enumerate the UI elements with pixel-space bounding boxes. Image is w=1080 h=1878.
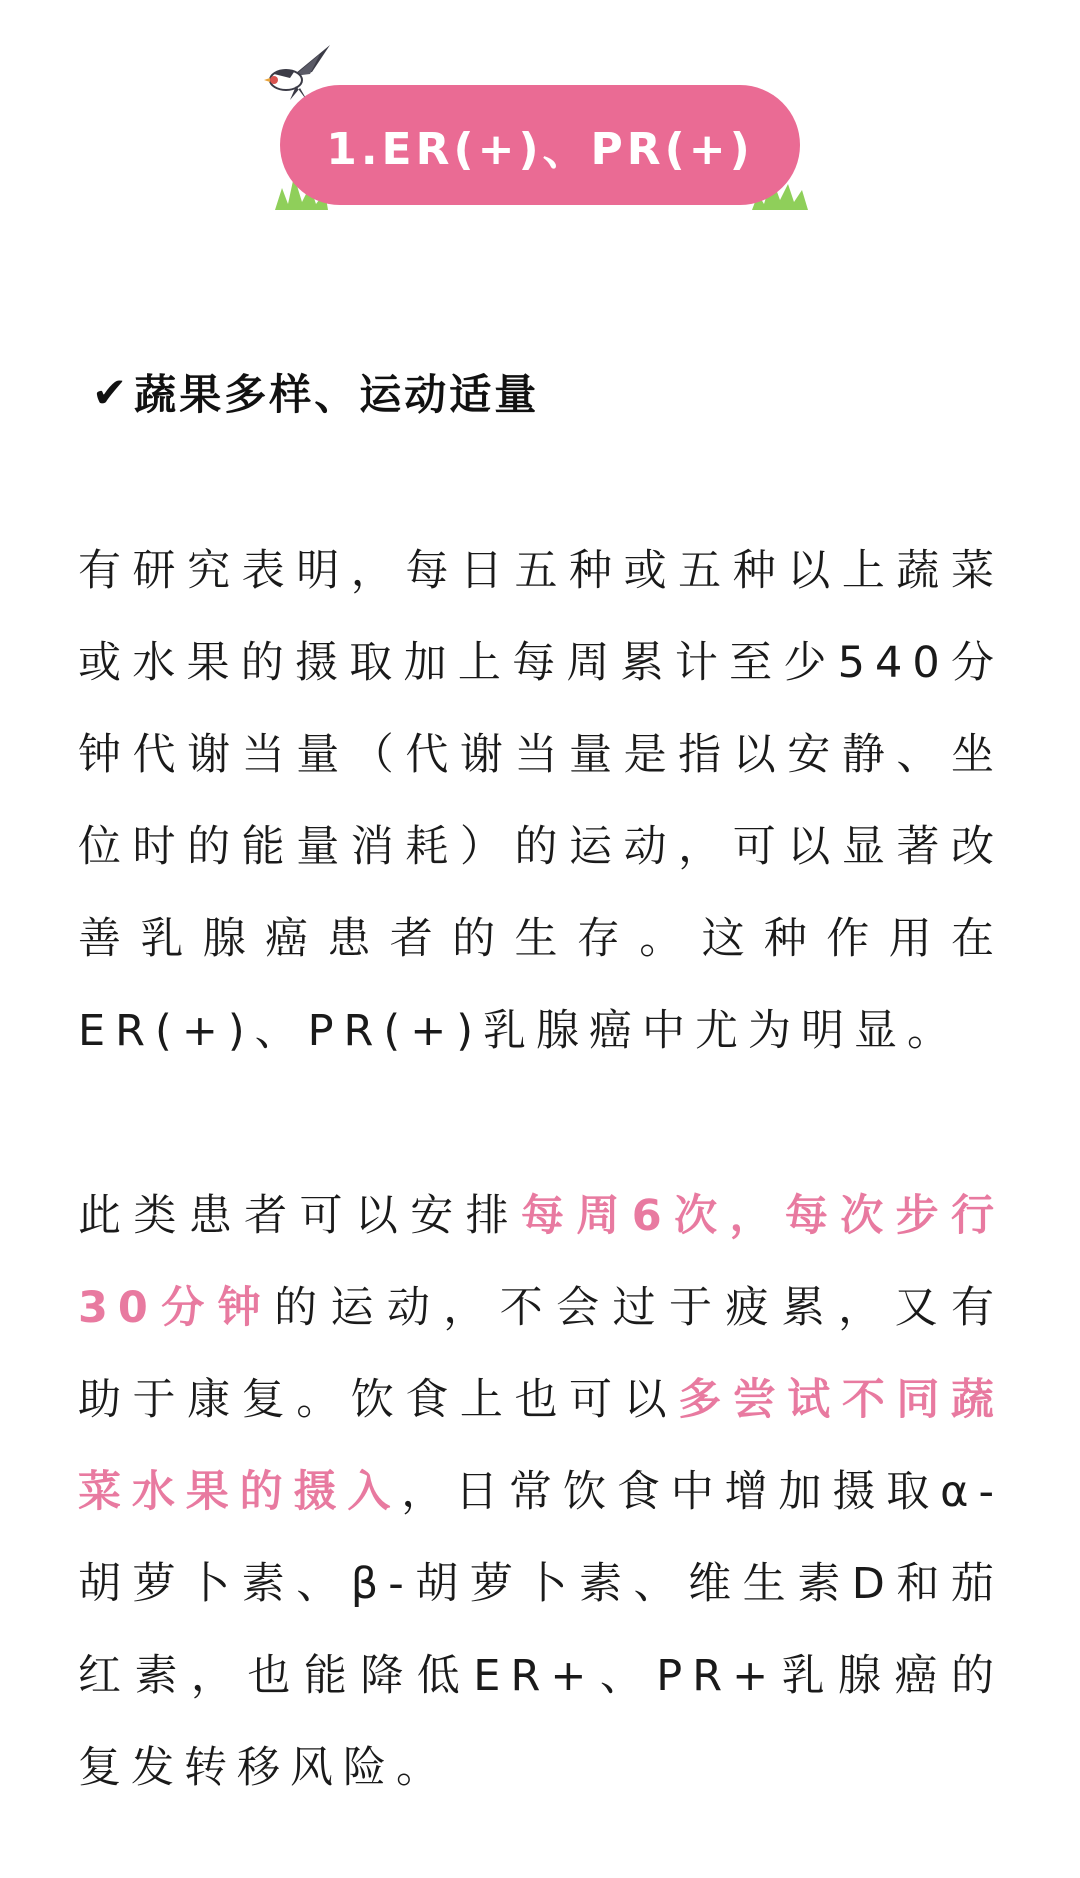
advice-text-1: 此类患者可以安排 xyxy=(78,1191,522,1241)
highlight-exercise: 每周6次，每次步行30分钟 xyxy=(78,1191,1005,1333)
subheading xyxy=(92,362,539,422)
highlight-diet: 多尝试不同蔬菜水果的摄入 xyxy=(78,1375,1004,1517)
subheading-text: 蔬果多样、运动适量 xyxy=(134,370,540,419)
section-header xyxy=(260,40,820,220)
advice-text-3: ，日常饮食中增加摄取α-胡萝卜素、β-胡萝卜素、维生素D和茄红素，也能降低ER+、PR+乳腺癌的复发转移风险。 xyxy=(78,1467,1004,1793)
advice-text-2: 的运动，不会过于疲累，又有助于康复。饮食上也可以 xyxy=(78,1283,1005,1425)
title-pill xyxy=(280,85,800,205)
paragraph-research: 有研究表明，每日五种或五种以上蔬菜或水果的摄取加上每周累计至少540分钟代谢当量（代谢当量是指以安静、坐位时的能量消耗）的运动，可以显著改善乳腺癌患者的生存。这种作用在ER(+)、PR(+)乳腺癌中尤为明显。 xyxy=(78,546,1004,1056)
section-title: 1.ER(+)、PR(+) xyxy=(326,124,754,175)
paragraph-advice xyxy=(78,1170,1004,1814)
check-icon: ✔ xyxy=(92,367,131,417)
